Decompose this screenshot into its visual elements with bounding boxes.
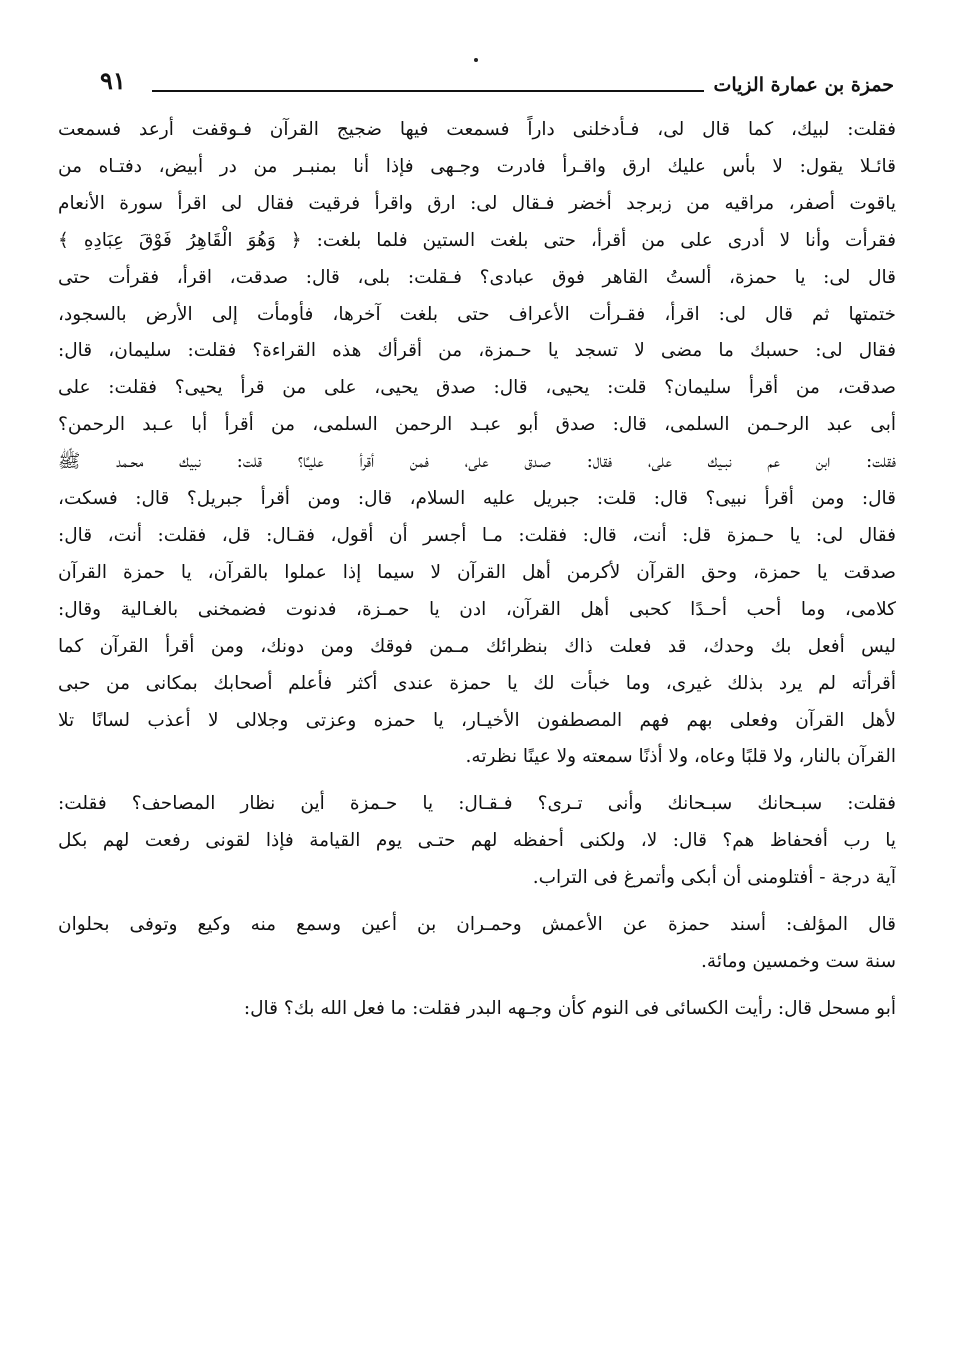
text-line: فقلت: سبـحانك سبـحانك وأنى تـرى؟ فـقـال: يا حـمزة أين نظار المصاحف؟ فقلت: (58, 793, 896, 815)
text-line: أبى عبد الرحـمن السلمى، قال: صدق أبو عبـد الرحمن السلمى، من أقرأ أبا عـبد الرحمن؟ (58, 414, 896, 436)
paragraph (58, 907, 896, 981)
running-title: حمزة بن عمارة الزيات (713, 74, 894, 96)
text-line: قال المؤلف: أسند حمزة عن الأعمش وحمـران بن أعين وسمع منه وكيع وتوفى بحلوان (58, 914, 896, 936)
text-line: القرآن بالنار، ولا قلبًا وعاه، ولا أذنًا سمعته ولا عينًا نظرته. (465, 746, 896, 768)
text-line: قائـلا يقول: لا بأس عليك ارق واقـرأ فادرت وجـهى فإذا أنا بمنبـر من در أبيض، دفتـاه من (58, 155, 896, 177)
text-line: فقال لى: يا حـمزة قل: أنت، قال: فقلت: مـا أجسر أن أقول، فقـال: قل، فقلت: أنت، قال: (58, 524, 896, 546)
text-line: ليس أفعل بك وحدك، قد فعلت ذاك بنظرائك مـمن فوقك ومن دونك، ومن أقرأ القرآن كما (58, 635, 896, 657)
text-line: فقلت: لبيك، كما قال لى، فـأدخلنى داراً فسمعت فيها ضجيج القرآن فـوقفت أرعد فسمعت (58, 119, 896, 140)
page-header (100, 66, 894, 106)
text-line: فقلت: ابن عم نبـيك على، فقال: صـدق على، فمن أقرأ عليـًا؟ قلت: نبيك محـمد ﷺ (58, 451, 896, 473)
text-line: يا رب أفحفاظ هم؟ قال: لا، ولكنى أحفظه لهم حتـى يوم القيامة فإذا لقونى رفعت لهم بكل (58, 830, 896, 852)
header-rule (152, 90, 704, 92)
body-text (58, 112, 896, 1028)
text-line: سنة ست وخمسين ومائة. (701, 950, 896, 972)
text-line: صدقت، من أقرأ سليمان؟ قلت: يحيى، قال: صدق يحيى، على من قرأ يحيى؟ فقلت: على (58, 377, 896, 399)
text-line: ياقوت أصفر، مراقيه من زبرجد أخضر فـقال لى: ارق واقرأ فرقيت فقال لى اقرأ سورة الأنعام (58, 192, 896, 214)
text-line: صدقت يا حمزة، وحق القرآن لأكرمن أهل القرآن لا سيما إذا عملوا بالقرآن، يا حمزة القرآن (58, 561, 896, 583)
page-number: ٩١ (100, 66, 126, 95)
text-line: قال: ومن أقرأ نبيى؟ قال: قلت: جبريل عليه السلام، قال: ومن أقرأ جبريل؟ قال: فسكت، (58, 488, 896, 510)
text-line: كلامى، وما أحب أحـدًا كحبى أهل القرآن، ادن يا حمـزة، فدنوت فضمخنى بالغـالية وقال: (58, 598, 896, 620)
text-line: أبو مسحل قال: رأيت الكسائى فى النوم كأن وجـهه البدر فقلت: ما فعل الله بك؟ قال: (243, 997, 896, 1019)
text-line: فقرأت وأنا لا أدرى على من أقرأ، حتى بلغت الستين فلما بلغت: ﴿ وَهُوَ الْقَاهِرُ فَوْقَ عِبَادِهِ ﴾ (58, 229, 896, 251)
paragraph (58, 991, 896, 1028)
paragraph (58, 112, 896, 776)
text-line: فقال لى: حسبك ما مضى لا تسجد يا حـمزة، من أقرأك هذه القراءة؟ فقلت: سليمان، قال: (58, 340, 896, 362)
text-line: لأهل القرآن وفعلى بهم فهم المصطفون الأخيـار، يا حمزه وعزتى وجلالى لا أعذب لسانًا تلا (58, 709, 896, 731)
text-line: قال لى: يا حمزة، ألستُ القاهر فوق عبادى؟ فـقلت: بلى، قال: صدقت، اقرأ، فقرأت حتى (58, 266, 896, 288)
ink-dot (474, 58, 478, 62)
paragraph (58, 786, 896, 897)
text-line: ختمتها ثم قال لى: اقرأ، فقـرأت الأعراف حتى بلغت آخرها، فأومأت إلى الأرض بالسجود، (58, 303, 896, 325)
text-line: آية درجة - أفتلومنى أن أبكى وأتمرغ فى التراب. (532, 867, 896, 889)
text-line: أقرأته لم يرد بذلك غيرى، وما خبأت لك يا حمزة عندى أكثر فأعلم أصحابك بمكانى من حبى (58, 672, 896, 694)
